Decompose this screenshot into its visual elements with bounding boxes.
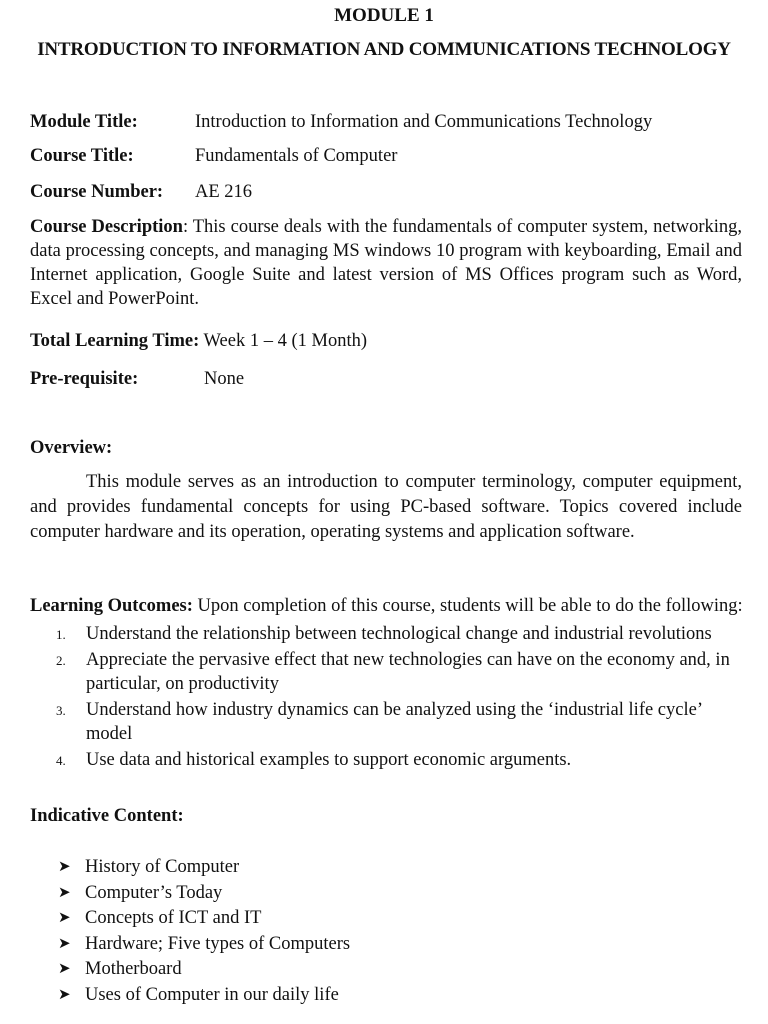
- course-number-row: [30, 180, 745, 204]
- course-title-label: Course Title:: [30, 146, 134, 166]
- prerequisite-value: None: [204, 369, 245, 389]
- outcome-text: Understand the relationship between technological change and industrial revolutions: [86, 624, 712, 644]
- course-description-block: [30, 215, 742, 311]
- course-title-row: [30, 144, 745, 168]
- arrowhead-bullet-icon: ➤: [58, 986, 71, 1003]
- content-list-item: [58, 957, 558, 983]
- outcome-number: 1.: [56, 627, 66, 642]
- content-list-item: [58, 906, 558, 932]
- course-description-label: Course Description: [30, 217, 183, 237]
- total-learning-time-value: Week 1 – 4 (1 Month): [199, 331, 367, 351]
- outcome-number: 2.: [56, 653, 66, 668]
- module-main-title: INTRODUCTION TO INFORMATION AND COMMUNICATIONS TECHNOLOGY: [37, 39, 731, 60]
- content-list-item: [58, 881, 558, 907]
- outcome-item: [56, 698, 736, 746]
- arrowhead-bullet-icon: ➤: [58, 859, 71, 875]
- indicative-content-heading: Indicative Content:: [30, 806, 184, 826]
- content-list-item: [58, 855, 558, 881]
- total-learning-time-label: Total Learning Time:: [30, 331, 200, 351]
- content-item-text: Motherboard: [85, 959, 182, 979]
- outcome-item: [56, 748, 736, 772]
- outcome-text: Use data and historical examples to support economic arguments.: [86, 750, 572, 770]
- indicative-content-list: [58, 855, 558, 1008]
- module-title-label: Module Title:: [30, 112, 138, 132]
- course-number-label: Course Number:: [30, 182, 164, 202]
- course-title-value: Fundamentals of Computer: [195, 146, 398, 166]
- learning-outcomes-intro: [30, 594, 768, 618]
- content-item-text: Concepts of ICT and IT: [85, 908, 262, 928]
- outcome-text: Appreciate the pervasive effect that new technologies can have on the economy and, in particular, on productivity: [86, 650, 730, 694]
- overview-heading: Overview:: [30, 438, 113, 458]
- content-item-text: Uses of Computer in our daily life: [85, 984, 339, 1005]
- content-list-item: [58, 932, 558, 958]
- prerequisite-label: Pre-requisite:: [30, 369, 139, 389]
- course-description-text: : This course deals with the fundamentals of computer system, networking, data processing concepts, and managing MS windows 10 program with keyboarding, Email and Internet application, Google Suite and latest version of MS Offices program such as Word, Excel and PowerPoint.: [30, 217, 743, 309]
- prerequisite-row: [30, 367, 745, 391]
- outcome-number: 3.: [56, 703, 66, 718]
- module-title-row: [30, 110, 745, 134]
- arrowhead-bullet-icon: ➤: [58, 961, 71, 977]
- content-item-text: History of Computer: [85, 857, 240, 877]
- arrowhead-bullet-icon: ➤: [58, 910, 71, 926]
- overview-paragraph: This module serves as an introduction to computer terminology, computer equipment, and provides fundamental concepts for using PC-based software. Topics covered include computer hardware and its operation, operating systems and application software.: [30, 472, 742, 542]
- course-number-value: AE 216: [195, 182, 253, 202]
- outcome-item: [56, 622, 736, 646]
- module-number-heading: MODULE 1: [334, 5, 434, 26]
- content-list-item: [58, 983, 558, 1009]
- arrowhead-bullet-icon: ➤: [58, 935, 71, 952]
- module-title-value: Introduction to Information and Communications Technology: [195, 112, 653, 132]
- learning-outcomes-intro-text: Upon completion of this course, students will be able to do the following:: [192, 596, 743, 616]
- outcome-number: 4.: [56, 753, 66, 768]
- total-learning-time-row: [30, 329, 745, 353]
- learning-outcomes-list: [56, 622, 736, 774]
- content-item-text: Hardware; Five types of Computers: [85, 933, 351, 954]
- outcome-item: [56, 648, 736, 696]
- arrowhead-bullet-icon: ➤: [58, 884, 71, 901]
- learning-outcomes-heading: Learning Outcomes:: [30, 596, 193, 616]
- outcome-text: Understand how industry dynamics can be analyzed using the ‘industrial life cycle’ model: [86, 700, 702, 744]
- content-item-text: Computer’s Today: [85, 882, 223, 903]
